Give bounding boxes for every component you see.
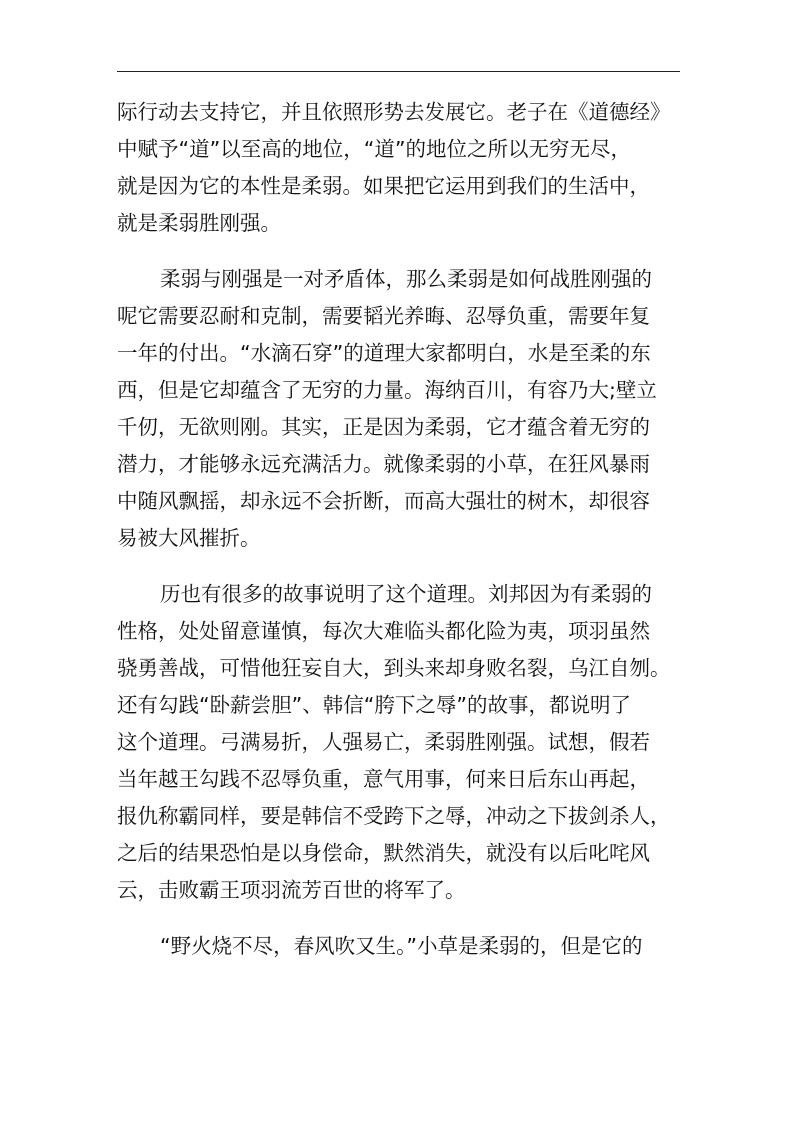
text-line: 骁勇善战，可惜他狂妄自大，到头来却身败名裂，乌江自刎。 [117, 656, 671, 680]
paragraph-start-line: 柔弱与刚强是一对矛盾体，那么柔弱是如何战胜刚强的 [160, 267, 652, 291]
text-line: 报仇称霸同样，要是韩信不受跨下之辱，冲动之下拔剑杀人， [117, 804, 671, 828]
text-line: 中随风飘摇，却永远不会折断，而高大强壮的树木，却很容 [117, 489, 650, 513]
text-line: 呢它需要忍耐和克制，需要韬光养晦、忍辱负重，需要年复 [117, 304, 650, 328]
text-line: 一年的付出。“水滴石穿”的道理大家都明白，水是至柔的东 [117, 341, 651, 365]
text-line: 当年越王勾践不忍辱负重，意气用事，何来日后东山再起， [117, 767, 650, 791]
text-line: 千仞，无欲则刚。其实，正是因为柔弱，它才蕴含着无穷的 [117, 415, 650, 439]
text-line: 就是柔弱胜刚强。 [117, 211, 281, 235]
text-line: 这个道理。弓满易折，人强易亡，柔弱胜刚强。试想，假若 [117, 730, 650, 754]
text-line: 西，但是它却蕴含了无穷的力量。海纳百川，有容乃大;壁立 [117, 378, 657, 402]
header-rule [117, 71, 680, 72]
text-line: 云，击败霸王项羽流芳百世的将军了。 [117, 878, 466, 902]
text-line: 易被大风摧折。 [117, 526, 261, 550]
text-line: 潜力，才能够永远充满活力。就像柔弱的小草，在狂风暴雨 [117, 452, 650, 476]
text-line: 中赋予“道”以至高的地位，“道”的地位之所以无穷无尽， [117, 137, 631, 161]
text-line: 性格，处处留意谨慎，每次大难临头都化险为夷，项羽虽然 [117, 619, 650, 643]
text-line: 之后的结果恐怕是以身偿命，默然消失，就没有以后叱咤风 [117, 841, 650, 865]
text-line: 就是因为它的本性是柔弱。如果把它运用到我们的生活中， [117, 174, 650, 198]
body-text [117, 94, 683, 965]
paragraph-start-line: 历也有很多的故事说明了这个道理。刘邦因为有柔弱的 [160, 582, 652, 606]
paragraph-start-line: “野火烧不尽，春风吹又生。”小草是柔弱的，但是它的 [160, 934, 643, 958]
text-line: 还有勾践“卧薪尝胆”、韩信“胯下之辱”的故事，都说明了 [117, 693, 631, 717]
text-line: 际行动去支持它，并且依照形势去发展它。老子在《道德经》 [117, 100, 671, 124]
